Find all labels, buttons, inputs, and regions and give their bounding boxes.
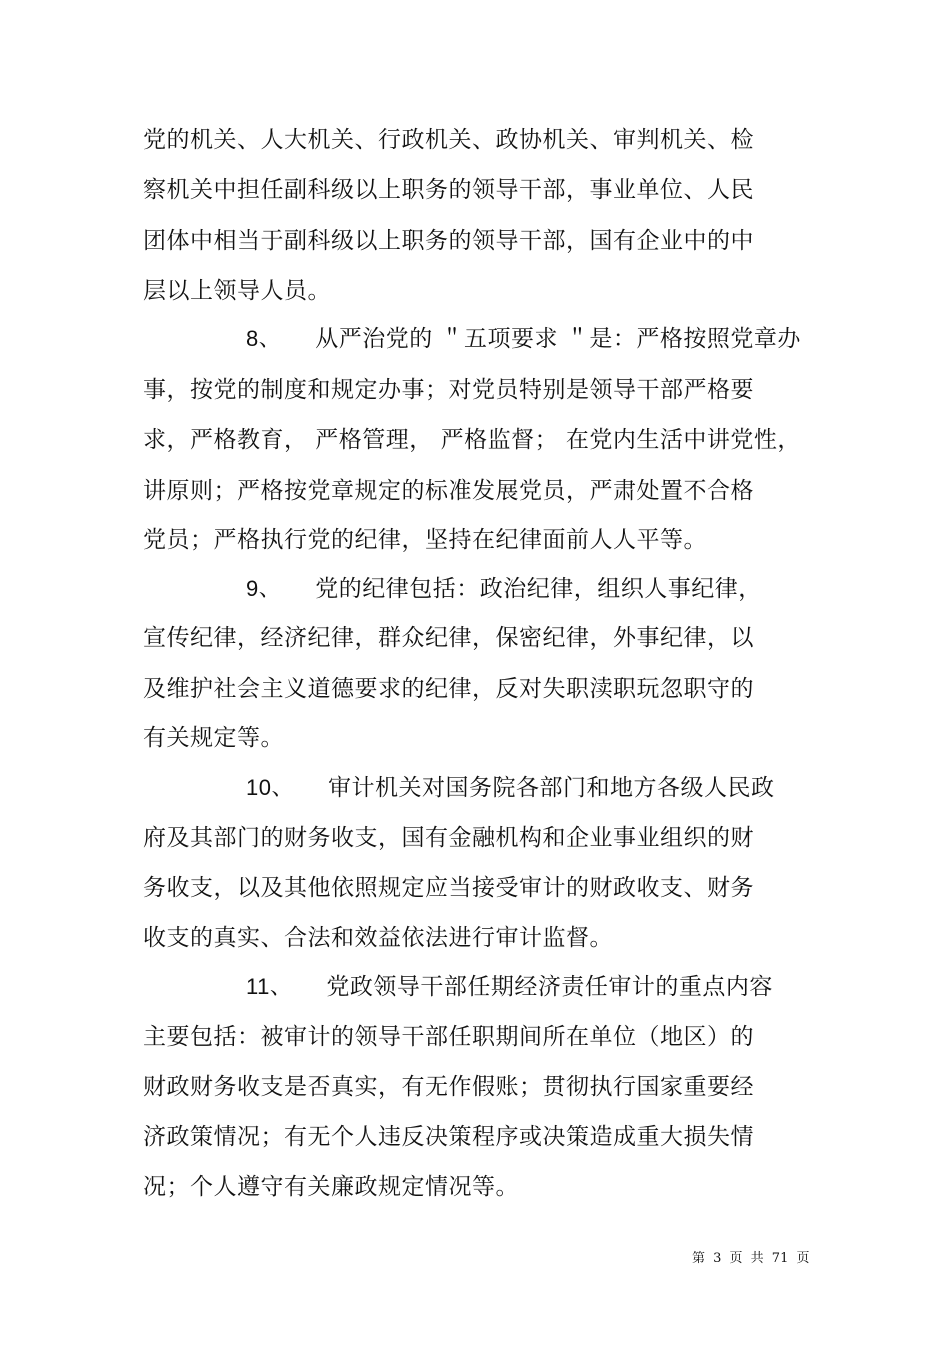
paragraph-10-line-1-text: 审计机关对国务院各部门和地方各级人民政 — [327, 775, 775, 801]
paragraph-8-line-2: 事，按党的制度和规定办事；对党员特别是领导干部严格要 — [143, 377, 754, 403]
paragraph-8-line-1-text: 从严治党的 ＂五项要求 ＂是：严格按照党章办 — [315, 326, 801, 352]
paragraph-10-line-2: 府及其部门的财务收支，国有金融机构和企业事业组织的财 — [143, 825, 754, 851]
paragraph-9-line-3: 及维护社会主义道德要求的纪律，反对失职渎职玩忽职守的 — [143, 676, 754, 702]
paragraph-11-line-2: 主要包括：被审计的领导干部任职期间所在单位（地区）的 — [143, 1024, 754, 1050]
paragraph-1-line-2: 察机关中担任副科级以上职务的领导干部，事业单位、人民 — [143, 177, 754, 203]
page-number-footer: 第 3 页 共 71 页 — [692, 1251, 810, 1266]
paragraph-11-line-1-text: 党政领导干部任期经济责任审计的重点内容 — [326, 974, 773, 1000]
paragraph-10-line-1 — [246, 773, 774, 803]
paragraph-11-line-1 — [246, 972, 773, 1002]
paragraph-10-line-4: 收支的真实、合法和效益依法进行审计监督。 — [143, 925, 613, 951]
paragraph-1-line-4: 层以上领导人员。 — [143, 278, 331, 304]
paragraph-9-number: 9、 — [246, 576, 282, 601]
paragraph-1-line-1: 党的机关、人大机关、行政机关、政协机关、审判机关、检 — [143, 127, 754, 153]
paragraph-9-line-1-text: 党的纪律包括：政治纪律，组织人事纪律， — [315, 576, 762, 602]
paragraph-11-line-5: 况；个人遵守有关廉政规定情况等。 — [143, 1174, 519, 1200]
paragraph-1-line-3: 团体中相当于副科级以上职务的领导干部，国有企业中的中 — [143, 228, 754, 254]
paragraph-10-line-3: 务收支，以及其他依照规定应当接受审计的财政收支、财务 — [143, 875, 754, 901]
paragraph-9-line-4: 有关规定等。 — [143, 725, 284, 751]
paragraph-9-line-1 — [246, 574, 762, 604]
paragraph-8-number: 8、 — [246, 326, 282, 351]
paragraph-8-line-4: 讲原则；严格按党章规定的标准发展党员，严肃处置不合格 — [143, 478, 754, 504]
paragraph-8-line-3: 求，严格教育， 严格管理， 严格监督； 在党内生活中讲党性， — [143, 427, 801, 453]
paragraph-9-line-2: 宣传纪律，经济纪律，群众纪律，保密纪律，外事纪律，以 — [143, 625, 754, 651]
paragraph-11-line-4: 济政策情况；有无个人违反决策程序或决策造成重大损失情 — [143, 1124, 754, 1150]
paragraph-11-number: 11、 — [246, 974, 293, 999]
paragraph-8-line-1 — [246, 324, 801, 354]
paragraph-10-number: 10、 — [246, 775, 294, 800]
paragraph-11-line-3: 财政财务收支是否真实，有无作假账；贯彻执行国家重要经 — [143, 1074, 754, 1100]
paragraph-8-line-5: 党员；严格执行党的纪律，坚持在纪律面前人人平等。 — [143, 527, 707, 553]
